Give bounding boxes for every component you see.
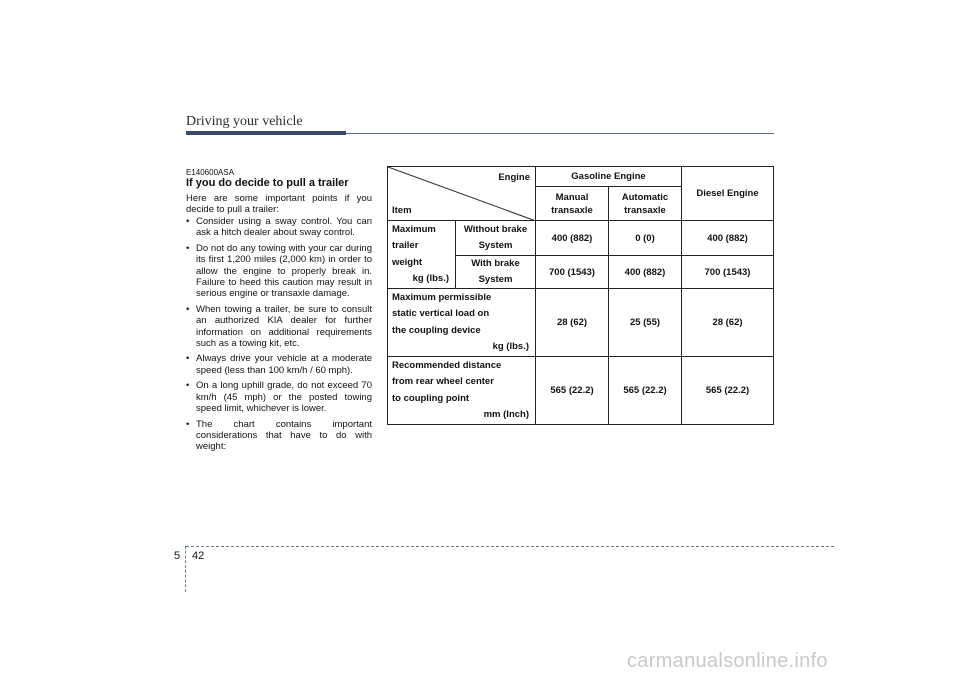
table-cell: 0 (0) [609,221,682,256]
static-load-label [388,289,536,357]
label-line: System [478,240,513,251]
header-rule [346,133,774,134]
label-line: With brake [471,258,520,269]
table-cell: 400 (882) [682,221,774,256]
footer-rule [186,546,834,547]
header-line: transaxle [624,204,666,216]
label-line: weight [392,256,423,268]
towing-tips-list [186,216,372,457]
trailer-weight-table [387,166,774,425]
list-item: • Always drive your vehicle at a moderate speed (less than 100 km/h / 60 mph). [186,353,372,376]
automatic-transaxle-header [609,187,682,221]
unit-label: kg (lbs.) [492,341,529,352]
label-line: static vertical load on [392,308,490,319]
table-cell: 400 (882) [536,221,609,256]
list-item: • The chart contains important considerations that have to do with weight: [186,419,372,453]
header-line: Automatic [621,191,669,203]
table-cell: 565 (22.2) [609,357,682,425]
trailer-weight-label [388,221,456,289]
table-cell: 700 (1543) [682,256,774,289]
watermark: carmanualsonline.info [627,650,828,672]
label-line: Maximum permissible [392,291,492,303]
label-line: trailer [392,240,419,251]
label-line: from rear wheel center [392,376,494,387]
intro-paragraph: Here are some important points if you decide to pull a trailer: [186,193,372,216]
label-line: the coupling device [392,324,481,336]
list-item: • Consider using a sway control. You can ask a hitch dealer about sway control. [186,216,372,239]
list-item: • When towing a trailer, be sure to consult an authorized KIA dealer for further information on additional requirements such as a towing kit, etc. [186,304,372,350]
label-line: Without brake [463,224,528,235]
table-cell: 565 (22.2) [536,357,609,425]
distance-label [388,357,536,425]
list-item: • Do not do any towing with your car during its first 1,200 miles (2,000 km) in order to allow the engine to properly break in. Failure to heed this caution may result in serious engine or transaxle damage. [186,243,372,300]
table-cell: 28 (62) [682,289,774,357]
table-cell: 700 (1543) [536,256,609,289]
manual-transaxle-header [536,187,609,221]
label-line: Maximum [392,223,436,235]
gasoline-engine-header: Gasoline Engine [536,167,682,187]
table-cell: 25 (55) [609,289,682,357]
table-cell: 400 (882) [609,256,682,289]
section-code: E140600ASA [186,168,235,177]
engine-label: Engine [498,172,530,183]
header-line: Manual [555,191,589,203]
table-cell: 28 (62) [536,289,609,357]
without-brake-label [456,221,536,256]
page-number: 42 [192,550,205,562]
unit-label: mm (Inch) [483,409,529,420]
with-brake-label [456,256,536,289]
section-title: If you do decide to pull a trailer [186,177,349,189]
footer-divider [185,546,186,592]
chapter-number: 5 [174,550,181,562]
engine-item-header-cell [388,167,536,221]
header-accent-bar [186,131,346,135]
list-item: • On a long uphill grade, do not exceed 70 km/h (45 mph) or the posted towing speed limit, whichever is lower. [186,380,372,414]
table-cell: 565 (22.2) [682,357,774,425]
label-line: to coupling point [392,392,470,404]
page-header-title: Driving your vehicle [186,114,303,129]
header-line: transaxle [551,204,593,216]
label-line: Recommended distance [392,359,502,371]
item-label: Item [392,205,412,216]
diesel-engine-header: Diesel Engine [682,167,774,221]
unit-label: kg (lbs.) [412,273,449,284]
label-line: System [478,274,513,285]
